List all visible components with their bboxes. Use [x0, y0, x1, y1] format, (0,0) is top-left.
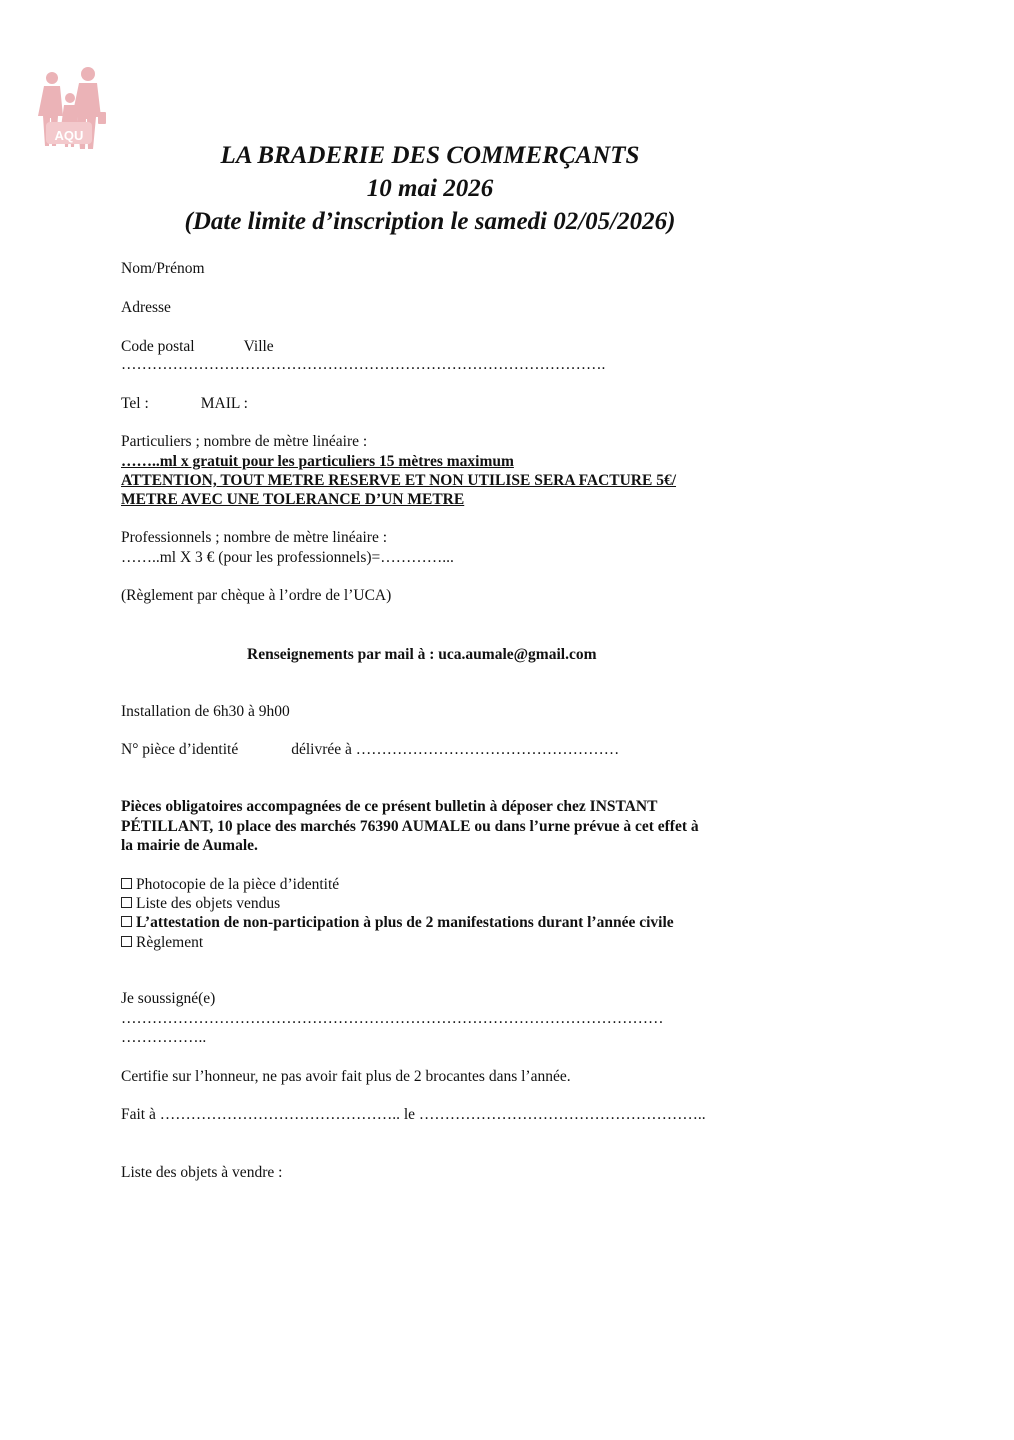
postal-code-label: Code postal: [121, 338, 195, 355]
professionnels-meters: ……..ml X 3 € (pour les professionnels)=…………...: [121, 549, 454, 566]
objects-list-label: Liste des objets à vendre :: [121, 1164, 283, 1181]
id-issued-label: délivrée à ……………………………………………: [291, 741, 620, 758]
checklist-item-payment: [121, 934, 203, 952]
logo-text: AQU: [54, 128, 84, 143]
name-field-label: Nom/Prénom: [121, 260, 205, 277]
undersigned-dots-1: ……………………………………………………………………………………………: [121, 1010, 664, 1027]
undersigned-label: Je soussigné(e): [121, 990, 216, 1007]
deposit-line-3: la mairie de Aumale.: [121, 837, 258, 854]
checklist-item-objects-list: [121, 895, 280, 913]
particuliers-warning-2: METRE AVEC UNE TOLERANCE D’UN METRE: [121, 491, 465, 508]
checklist-item-id-copy: [121, 876, 339, 894]
registration-deadline: (Date limite d’inscription le samedi 02/05/2026): [184, 208, 676, 235]
checklist-item-label: Photocopie de la pièce d’identité: [136, 876, 340, 893]
particuliers-label: Particuliers ; nombre de mètre linéaire :: [121, 433, 368, 450]
deposit-line-2: PÉTILLANT, 10 place des marchés 76390 AUMALE ou dans l’urne prévue à cet effet à: [121, 818, 699, 835]
particuliers-meters: ……..ml x gratuit pour les particuliers 15 mètres maximum: [121, 453, 514, 470]
postal-city-row: [121, 338, 274, 356]
id-row: [121, 741, 619, 759]
professionnels-label: Professionnels ; nombre de mètre linéaire :: [121, 529, 388, 546]
event-date: 10 mai 2026: [366, 175, 494, 202]
city-label: Ville: [243, 338, 274, 355]
contact-email: Renseignements par mail à : uca.aumale@gmail.com: [247, 646, 597, 663]
payment-note: (Règlement par chèque à l’ordre de l’UCA): [121, 587, 392, 604]
undersigned-dots-2: ……………..: [121, 1029, 207, 1046]
event-title: LA BRADERIE DES COMMERÇANTS: [220, 142, 640, 169]
mail-label: MAIL :: [200, 395, 248, 412]
id-number-label: N° pièce d’identité: [121, 741, 239, 758]
checklist-item-label: Règlement: [136, 934, 204, 951]
checklist-item-attestation: [121, 914, 674, 932]
place-date-line: Fait à ……………………………………….. le ………………………………………………..: [121, 1106, 706, 1123]
installation-hours: Installation de 6h30 à 9h00: [121, 703, 290, 720]
checkbox[interactable]: [121, 878, 132, 889]
deposit-line-1: Pièces obligatoires accompagnées de ce présent bulletin à déposer chez INSTANT: [121, 798, 658, 815]
honor-statement: Certifie sur l’honneur, ne pas avoir fait plus de 2 brocantes dans l’année.: [121, 1068, 571, 1085]
city-dots: ………………………………………………………………………………….: [121, 356, 606, 373]
tel-label: Tel :: [121, 395, 149, 412]
address-field-label: Adresse: [121, 299, 171, 316]
checklist-item-label: Liste des objets vendus: [136, 895, 281, 912]
particuliers-warning-1: ATTENTION, TOUT METRE RESERVE ET NON UTILISE SERA FACTURE 5€/: [121, 472, 677, 489]
tel-mail-row: [121, 395, 248, 413]
checkbox[interactable]: [121, 936, 132, 947]
checklist-item-label: L’attestation de non-participation à plus de 2 manifestations durant l’année civile: [136, 914, 674, 931]
checkbox[interactable]: [121, 897, 132, 908]
checkbox[interactable]: [121, 916, 132, 927]
